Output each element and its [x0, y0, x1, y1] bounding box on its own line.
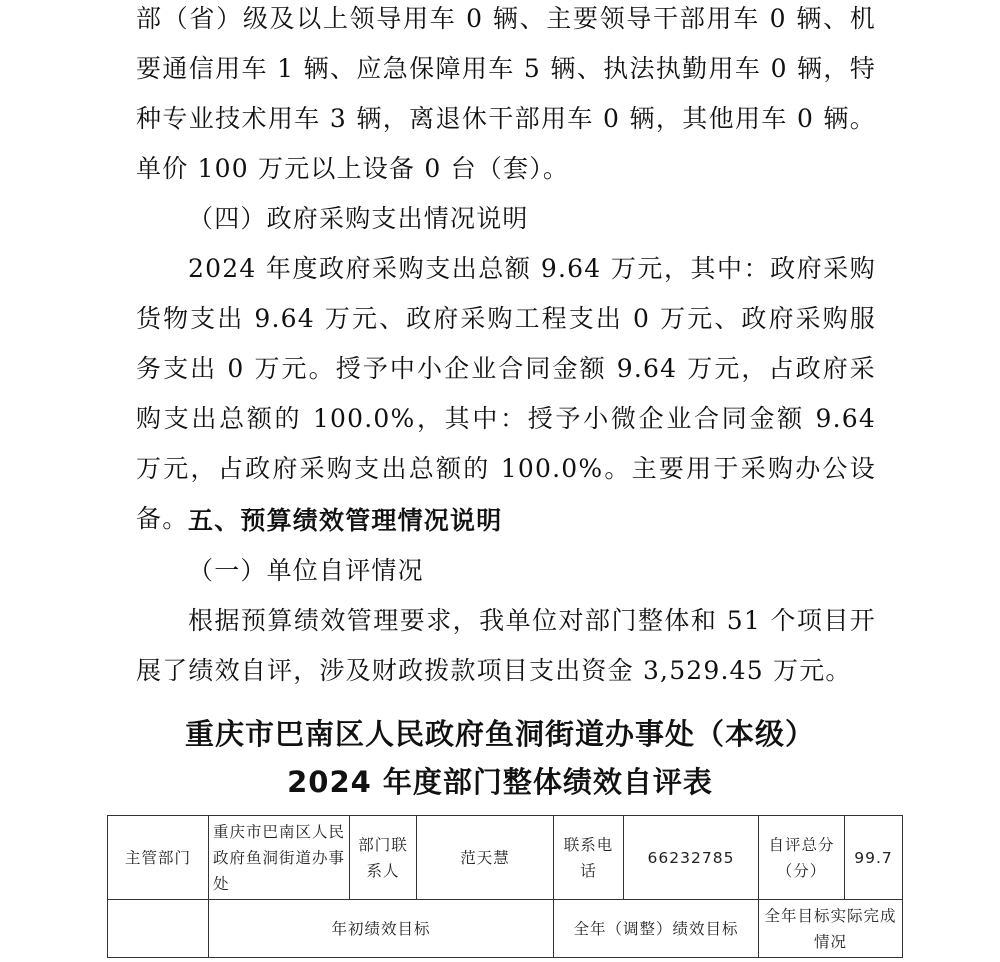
- section5-heading: 五、预算绩效管理情况说明: [188, 506, 503, 535]
- score-value-cell: 99.7: [845, 816, 903, 900]
- dept-label-cell: 主管部门: [108, 816, 209, 900]
- dept-value-cell: 重庆市巴南区人民政府鱼洞街道办事处: [209, 816, 350, 900]
- initial-goals-header: 年初绩效目标: [209, 900, 554, 958]
- performance-table: [107, 815, 903, 958]
- procurement-heading: （四）政府采购支出情况说明: [188, 204, 529, 233]
- procurement-paragraph: 2024 年度政府采购支出总额 9.64 万元，其中：政府采购货物支出 9.64 万元、政府采购工程支出 0 万元、政府采购服务支出 0 万元。授予中小企业合同金额 9.64 万元，占政府采购支出总额的 100.0%，其中：授予小微企业合同金额 9.64 万元，占政府采购支出总额的 100.0%。主要用于采购办公设备。: [136, 254, 876, 533]
- score-label-cell: 自评总分（分）: [759, 816, 845, 900]
- table-title-line1: 重庆市巴南区人民政府鱼洞街道办事处（本级）: [184, 717, 815, 751]
- adjusted-goals-header: 全年（调整）绩效目标: [554, 900, 759, 958]
- table-row: [108, 816, 903, 900]
- contact-value-cell: 范天慧: [417, 816, 554, 900]
- vehicles-paragraph: 部（省）级及以上领导用车 0 辆、主要领导干部用车 0 辆、机要通信用车 1 辆、应急保障用车 5 辆、执法执勤用车 0 辆，特种专业技术用车 3 辆，离退休干部用车 0 辆，其他用车 0 辆。单价 100 万元以上设备 0 台（套）。: [136, 4, 877, 183]
- self-eval-paragraph: 根据预算绩效管理要求，我单位对部门整体和 51 个项目开展了绩效自评，涉及财政拨款项目支出资金 3,529.45 万元。: [136, 606, 876, 685]
- self-eval-heading: （一）单位自评情况: [188, 556, 424, 585]
- empty-cell: [108, 900, 209, 958]
- table-row: [108, 900, 903, 958]
- phone-value-cell: 66232785: [624, 816, 759, 900]
- contact-label-cell: 部门联系人: [350, 816, 417, 900]
- phone-label-cell: 联系电话: [554, 816, 624, 900]
- actual-completion-header: 全年目标实际完成情况: [759, 900, 903, 958]
- table-title-line2: 2024 年度部门整体绩效自评表: [287, 765, 713, 799]
